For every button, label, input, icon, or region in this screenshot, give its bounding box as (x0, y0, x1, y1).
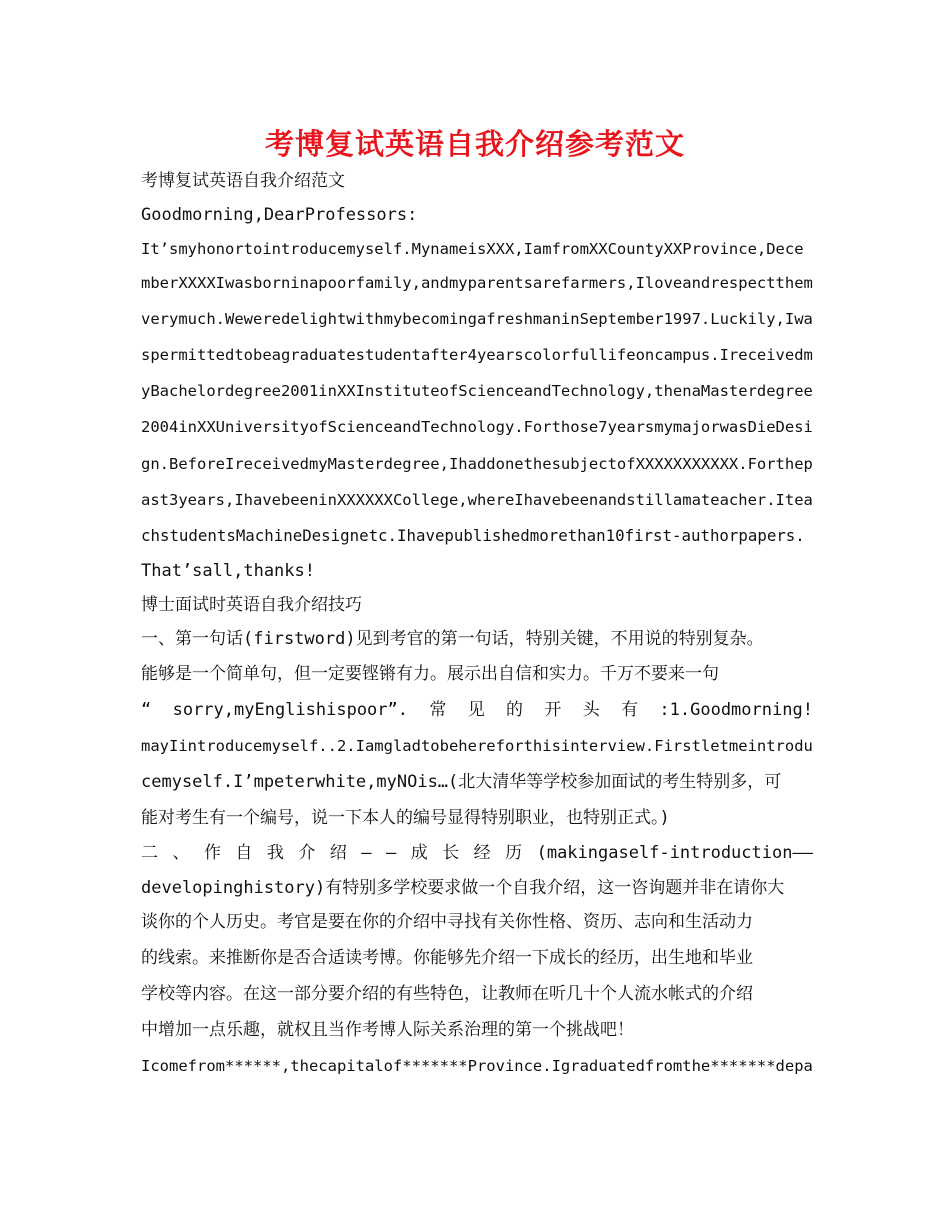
greeting-line: Goodmorning,DearProfessors: (141, 205, 418, 225)
closing-line: That’sall,thanks! (141, 561, 315, 581)
body-line: mayIintroducemyself..2.Iamgladtobehereforthisinterview.Firstletmeintrodu (141, 737, 813, 755)
body-line: spermittedtobeagraduatestudentafter4yearscolorfullifeoncampus.Ireceivedm (141, 346, 813, 364)
body-line: It’smyhonortointroducemyself.MynameisXXX,IamfromXXCountyXXProvince,Dece (141, 240, 804, 258)
body-line: 学校等内容。在这一部分要介绍的有些特色，让教师在听几十个人流水帐式的介绍 (141, 984, 753, 1004)
body-line: 的线索。来推断你是否合适读考博。你能够先介绍一下成长的经历，出生地和毕业 (141, 948, 753, 968)
body-line: chstudentsMachineDesignetc.Ihavepublishedmorethan10first-authorpapers. (141, 526, 805, 545)
body-line: “ sorry,myEnglishispoor”. 常 见 的 开 头 有 :1.Goodmorning! (141, 700, 813, 720)
subtitle-line: 考博复试英语自我介绍范文 (141, 171, 345, 191)
body-line: 2004inXXUniversityofScienceandTechnology.Forthose7yearsmymajorwasDieDesi (141, 418, 813, 436)
body-line: mberXXXXIwasborninapoorfamily,andmyparentsarefarmers,Iloveandrespectthem (141, 274, 813, 292)
body-line: 二 、 作 自 我 介 绍 — — 成 长 经 历 (makingaself-introduction—— (141, 843, 813, 863)
body-line: cemyself.I’mpeterwhite,myNOis…(北大清华等学校参加面试的考生特别多，可 (141, 772, 782, 792)
body-line: 中增加一点乐趣，就权且当作考博人际关系治理的第一个挑战吧！ (141, 1020, 634, 1040)
body-line: verymuch.WeweredelightwithmybecomingafreshmaninSeptember1997.Luckily,Iwa (141, 310, 813, 328)
body-line: 能对考生有一个编号，说一下本人的编号显得特别职业，也特别正式。) (141, 808, 670, 828)
section-heading: 博士面试时英语自我介绍技巧 (141, 595, 362, 615)
document-title: 考博复试英语自我介绍参考范文 (264, 127, 685, 161)
body-line: 一、第一句话(firstword)见到考官的第一句话，特别关键，不用说的特别复杂。 (141, 629, 764, 649)
body-line: developinghistory)有特别多学校要求做一个自我介绍，这一咨询题并非在请你大 (141, 878, 785, 898)
body-line: gn.BeforeIreceivedmyMasterdegree,IhaddonethesubjectofXXXXXXXXXXX.Forthep (141, 455, 813, 473)
body-line: 能够是一个简单句，但一定要铿锵有力。展示出自信和实力。千万不要来一句 (141, 664, 719, 684)
body-line: yBachelordegree2001inXXInstituteofScienceandTechnology,thenaMasterdegree (141, 382, 813, 400)
body-line (141, 1086, 813, 1116)
body-line: 谈你的个人历史。考官是要在你的介绍中寻找有关你性格、资历、志向和生活动力 (141, 912, 753, 932)
body-line: Icomefrom******,thecapitalof*******Province.Igraduatedfromthe*******depa (141, 1057, 813, 1075)
body-line: ast3years,IhavebeeninXXXXXXCollege,whereIhavebeenandstillamateacher.Itea (141, 491, 813, 509)
